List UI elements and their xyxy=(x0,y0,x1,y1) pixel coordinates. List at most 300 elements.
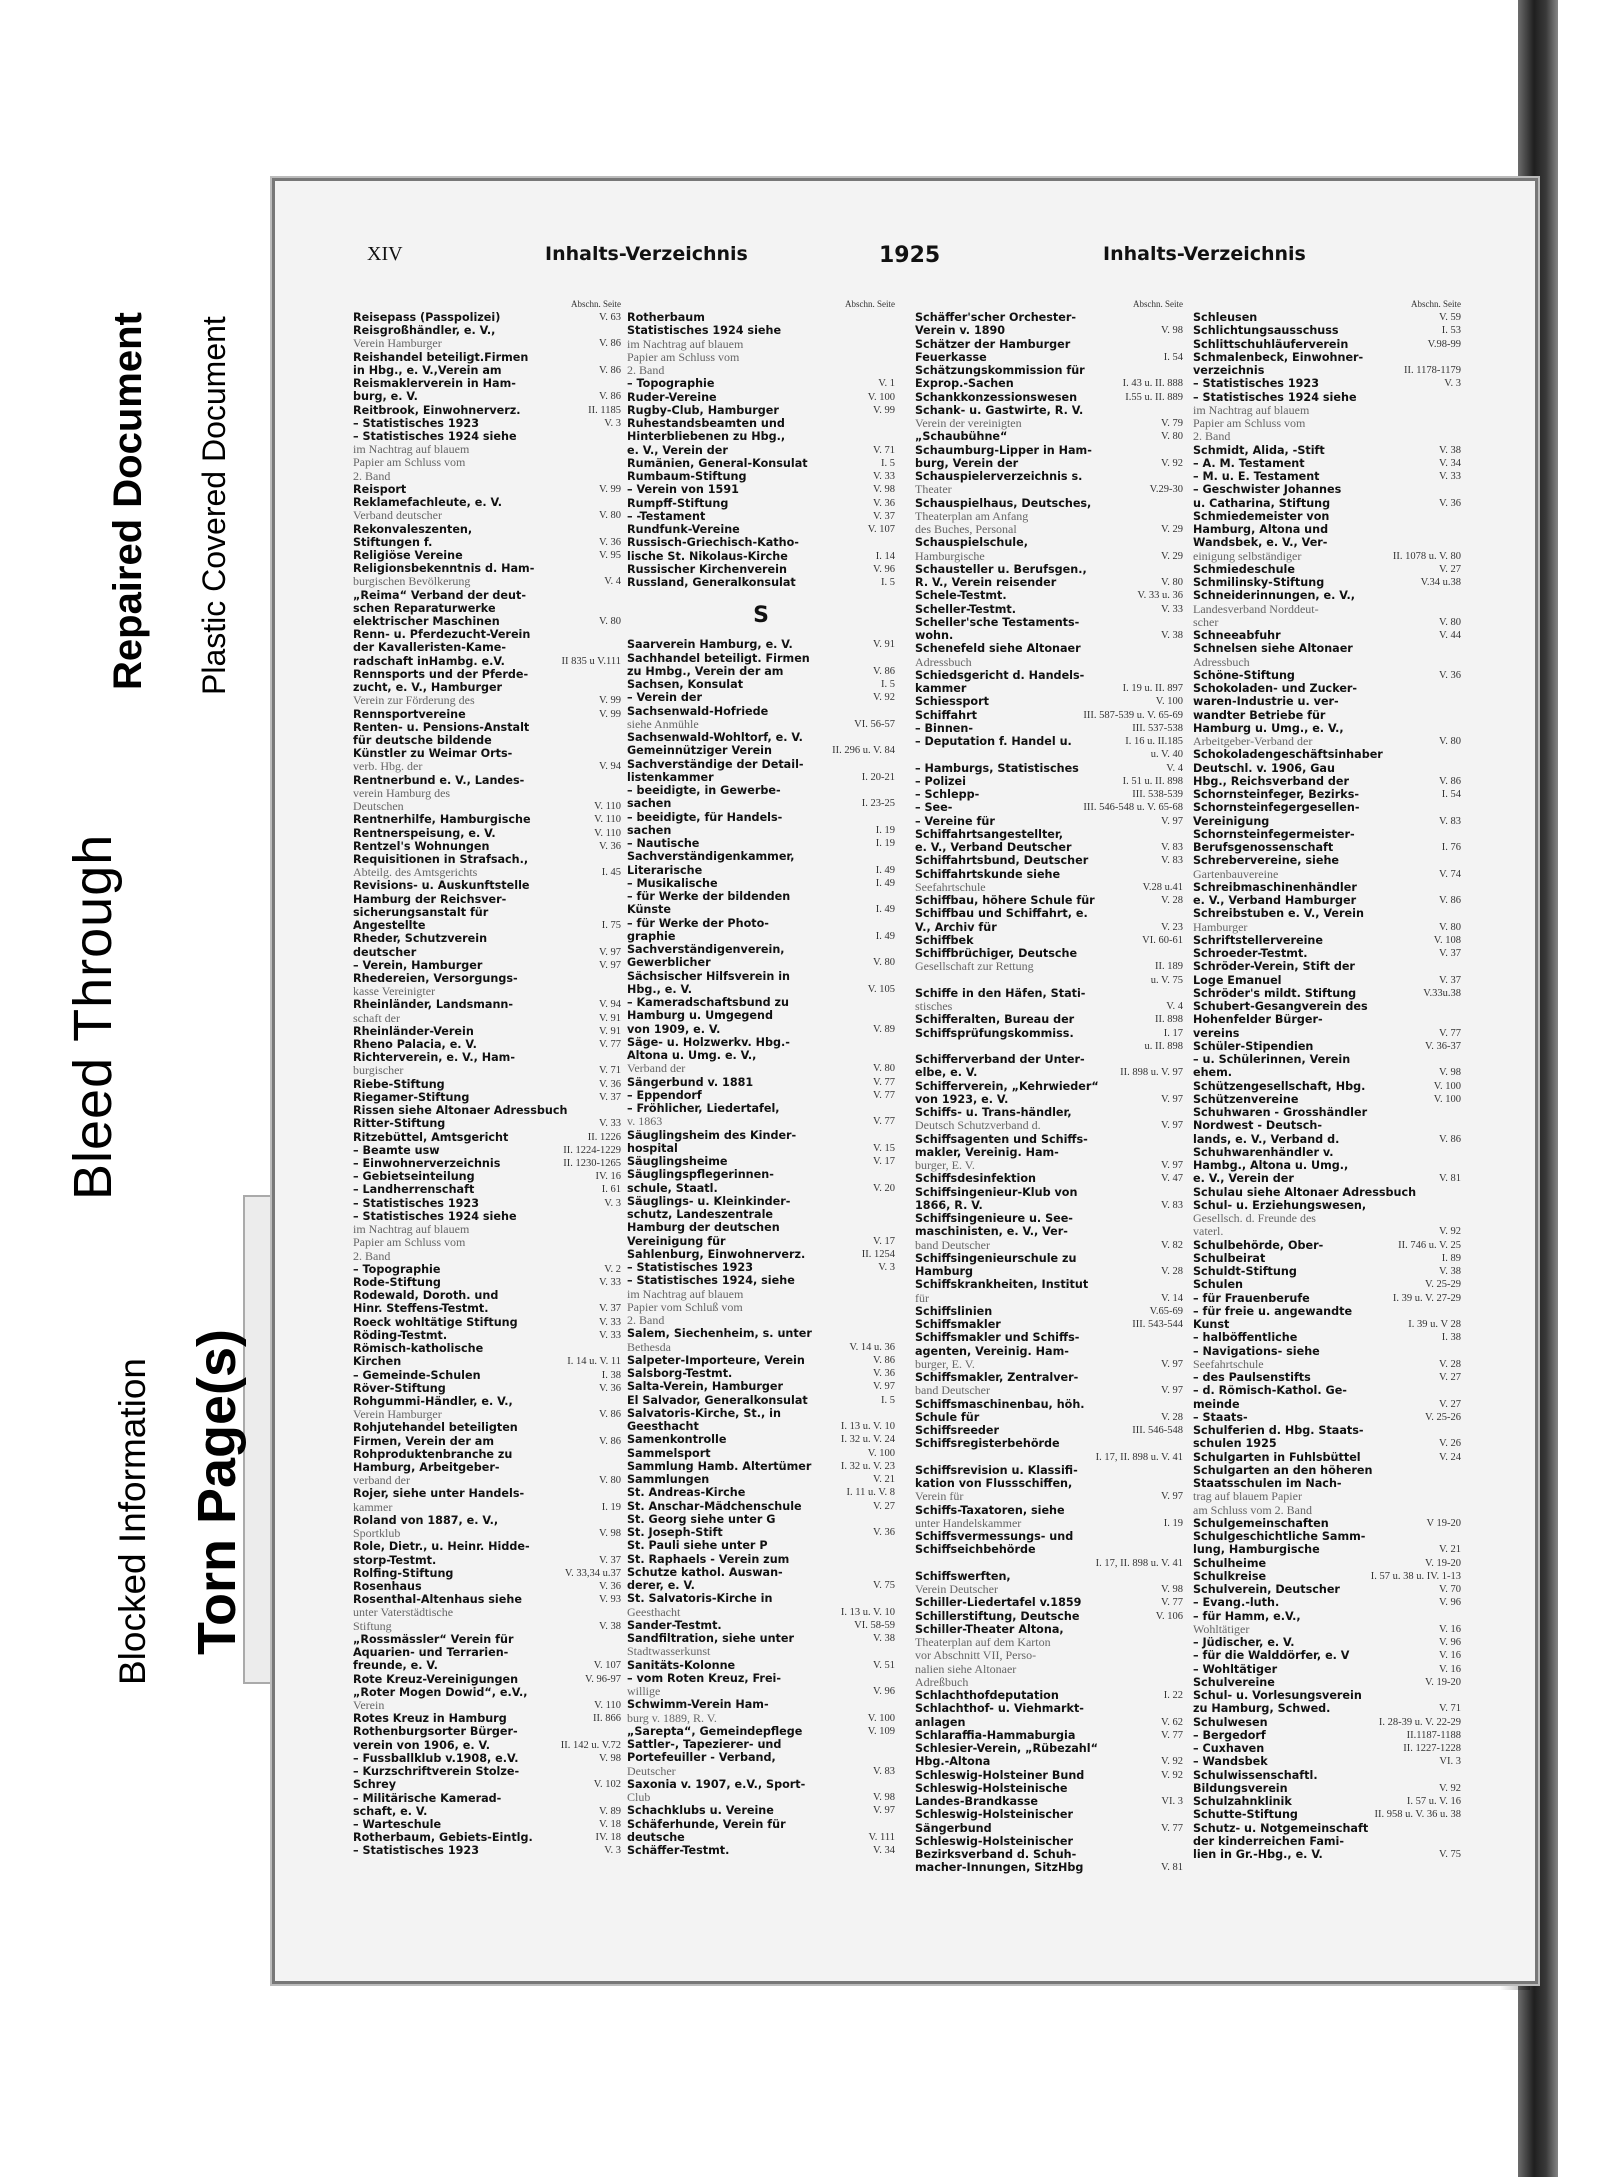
entry-reference: V. 14 u. 36 xyxy=(849,1341,895,1353)
index-entry xyxy=(1193,815,1461,828)
index-entry xyxy=(1193,1517,1461,1530)
entry-reference: V. 36 xyxy=(1439,497,1461,509)
index-entry xyxy=(915,483,1183,496)
entry-reference: V. 47 xyxy=(1161,1173,1183,1185)
entry-reference: V. 77 xyxy=(1161,1822,1183,1834)
entry-reference xyxy=(891,1102,895,1115)
index-entry xyxy=(353,641,621,654)
index-entry xyxy=(915,1543,1183,1556)
entry-reference: V. 17 xyxy=(873,1156,895,1167)
entry-reference: V. 27 xyxy=(1439,1398,1461,1410)
entry-reference: V. 91 xyxy=(873,639,895,651)
entry-reference: V. 37 xyxy=(1439,948,1461,959)
index-entry xyxy=(1193,762,1461,775)
index-entry xyxy=(353,1025,621,1038)
index-entry xyxy=(915,470,1183,483)
entry-reference: V. 80 xyxy=(599,510,621,522)
index-entry xyxy=(915,311,1183,324)
entry-reference xyxy=(1179,907,1183,920)
entry-reference xyxy=(1179,338,1183,351)
index-entry xyxy=(627,550,895,563)
entry-reference: I. 32 u. V. 24 xyxy=(840,1434,895,1446)
entry-reference xyxy=(1457,1835,1461,1848)
entry-title: Schachklubs u. Vereine xyxy=(627,1804,774,1818)
column-header: Abschn. Seite xyxy=(1133,299,1183,309)
index-entry xyxy=(915,1437,1183,1450)
entry-title: – Einwohnerverzeichnis xyxy=(353,1157,501,1170)
entry-title: Schausteller u. Berufsgen., xyxy=(915,562,1087,576)
index-entry xyxy=(1193,987,1461,1000)
index-entry xyxy=(1193,1212,1461,1225)
entry-title: Schokoladen- und Zucker- xyxy=(1193,682,1358,695)
entry-reference xyxy=(617,443,621,456)
entry-reference xyxy=(1179,1345,1183,1358)
entry-title: Samenkontrolle xyxy=(627,1433,727,1447)
index-entry xyxy=(915,868,1183,881)
entry-title: Schiffseichbehörde xyxy=(915,1543,1036,1557)
index-entry xyxy=(627,996,895,1009)
index-entry xyxy=(915,669,1183,682)
entry-reference xyxy=(1457,1159,1461,1172)
index-entry xyxy=(627,1301,895,1314)
entry-title: Salem, Siechenheim, s. unter xyxy=(627,1327,812,1341)
entry-title: Schifferverein, „Kehrwieder“ xyxy=(915,1079,1099,1093)
entry-reference: I. 28-39 u. V. 22-29 xyxy=(1378,1716,1461,1728)
entry-title: siehe Anmühle xyxy=(627,717,699,731)
entry-reference xyxy=(1457,881,1461,894)
index-entry xyxy=(353,1408,621,1421)
index-entry xyxy=(915,1345,1183,1358)
index-entry xyxy=(1193,1331,1461,1344)
entry-reference xyxy=(891,1129,895,1142)
entry-title: Sachverständigenverein, xyxy=(627,943,785,956)
entry-reference: V. 105 xyxy=(867,983,895,995)
index-entry xyxy=(353,1514,621,1527)
entry-title: Bildungsverein xyxy=(1193,1781,1288,1795)
entry-title: – Geschwister Johannes xyxy=(1193,483,1342,497)
index-entry xyxy=(353,1183,621,1196)
entry-title: Schulgeschichtliche Samm- xyxy=(1193,1530,1366,1543)
entry-title: – für die Walddörfer, e. V xyxy=(1193,1649,1350,1663)
entry-reference: V. 3 xyxy=(878,1262,895,1273)
entry-reference: V. 92 xyxy=(1161,457,1183,469)
entry-reference xyxy=(1179,1623,1183,1636)
entry-title: Theater xyxy=(915,483,952,497)
entry-title: zucht, e. V., Hamburger xyxy=(353,681,503,695)
entry-title: burgischen Bevölkerung xyxy=(353,575,471,589)
entry-reference: V. 77 xyxy=(873,1116,895,1128)
index-entry xyxy=(353,509,621,522)
entry-reference: V. 99 xyxy=(599,708,621,720)
entry-title: Schröder's mildt. Stiftung xyxy=(1193,986,1357,1000)
entry-reference: V. 80 xyxy=(1439,921,1461,933)
entry-reference: V. 100 xyxy=(1433,1093,1461,1105)
entry-title: e. V., Verband Hamburger xyxy=(1193,894,1357,907)
index-entry xyxy=(1193,563,1461,576)
index-entry xyxy=(1193,576,1461,589)
index-entry xyxy=(353,959,621,972)
entry-title: Religionsbekenntnis d. Ham- xyxy=(353,562,535,576)
entry-title: Hamburger xyxy=(1193,920,1248,934)
index-entry xyxy=(915,1596,1183,1609)
entry-reference: V. 110 xyxy=(594,1699,621,1711)
index-entry xyxy=(915,1795,1183,1808)
entry-reference: III. 546-548 xyxy=(1132,1425,1183,1436)
entry-title: Hbg.-Altona xyxy=(915,1755,991,1769)
index-entry xyxy=(627,1407,895,1420)
index-entry xyxy=(915,960,1183,973)
entry-reference xyxy=(1457,762,1461,775)
entry-reference: V. 3 xyxy=(1444,378,1461,390)
index-entry xyxy=(1193,1437,1461,1450)
entry-title: – Kurzschriftverein Stolze- xyxy=(353,1765,520,1779)
index-entry xyxy=(915,1305,1183,1318)
entry-title: 2. Band xyxy=(1193,430,1231,444)
index-entry xyxy=(627,1182,895,1195)
entry-title: stisches xyxy=(915,1000,953,1013)
entry-reference xyxy=(1457,1053,1461,1066)
entry-title: – -Testament xyxy=(627,509,706,523)
entry-title: – Statistisches 1923 xyxy=(353,1844,480,1858)
entry-reference xyxy=(617,1223,621,1236)
index-entry xyxy=(627,956,895,969)
entry-title: Richterverein, e. V., Ham- xyxy=(353,1051,515,1065)
entry-reference xyxy=(1179,642,1183,655)
index-entry xyxy=(353,655,621,668)
entry-title: Verband der xyxy=(627,1062,686,1076)
entry-reference: I. 16 u. II.185 xyxy=(1125,736,1183,747)
index-entry xyxy=(915,1040,1183,1053)
index-entry xyxy=(1193,656,1461,669)
entry-reference: V. 33 xyxy=(599,1276,621,1288)
index-entry xyxy=(627,483,895,496)
entry-reference: V. 3 xyxy=(604,1197,621,1209)
entry-reference: V. 33 xyxy=(599,1316,621,1328)
entry-title: El Salvador, Generalkonsulat xyxy=(627,1393,808,1407)
entry-title: Kunst xyxy=(1193,1318,1230,1331)
entry-title: Schleswig-Holsteiner Bund xyxy=(915,1768,1085,1782)
entry-title: Rohproduktenbranche zu xyxy=(353,1447,513,1461)
index-entry xyxy=(915,1570,1183,1583)
entry-reference xyxy=(1179,656,1183,669)
entry-reference: I. 38 xyxy=(601,1369,621,1381)
entry-reference xyxy=(1457,1464,1461,1477)
entry-reference: II. 296 u. V. 84 xyxy=(832,745,895,757)
index-entry xyxy=(1193,1451,1461,1464)
entry-reference xyxy=(617,1765,621,1778)
entry-reference xyxy=(1179,1649,1183,1662)
entry-reference: I. 13 u. V. 10 xyxy=(840,1606,895,1618)
index-entry xyxy=(915,1358,1183,1371)
index-entry xyxy=(627,497,895,510)
entry-reference xyxy=(617,562,621,575)
index-entry xyxy=(915,1066,1183,1079)
index-entry xyxy=(353,1342,621,1355)
entry-title: Wohltätiger xyxy=(1193,1622,1250,1636)
index-entry xyxy=(1193,324,1461,337)
entry-reference: I. 23-25 xyxy=(861,798,895,810)
entry-title: Schuhwarenhändler v. xyxy=(1193,1145,1334,1159)
index-entry xyxy=(1193,311,1461,324)
entry-reference: V. 83 xyxy=(1161,1199,1183,1211)
index-entry xyxy=(627,1791,895,1804)
entry-reference: I. 76 xyxy=(1441,842,1461,853)
entry-title: Club xyxy=(627,1791,651,1804)
entry-reference xyxy=(617,1448,621,1461)
index-entry xyxy=(627,1460,895,1473)
entry-reference: V. 96 xyxy=(1439,1637,1461,1648)
entry-reference: V. 20 xyxy=(873,1182,895,1194)
index-entry xyxy=(1193,1583,1461,1596)
index-entry xyxy=(915,1729,1183,1742)
entry-title: Sander-Testmt. xyxy=(627,1618,722,1632)
entry-reference: V. 75 xyxy=(873,1580,895,1591)
entry-reference: V. 29 xyxy=(1161,550,1183,562)
entry-reference: V. 91 xyxy=(599,1025,621,1037)
entry-title: Sachsen, Konsulat xyxy=(627,678,744,691)
entry-reference xyxy=(617,1686,621,1699)
entry-title: Schule für xyxy=(915,1410,980,1424)
index-entry xyxy=(1193,483,1461,496)
entry-title: Schauspielschule, xyxy=(915,536,1028,550)
entry-reference xyxy=(1457,695,1461,708)
entry-reference: I. 13 u. V. 10 xyxy=(840,1421,895,1432)
index-entry xyxy=(627,1195,895,1208)
index-entry xyxy=(627,1314,895,1327)
entry-title: Säuglingspflegerinnen- xyxy=(627,1168,774,1182)
entry-reference: V. 97 xyxy=(1161,1160,1183,1171)
index-entry xyxy=(627,1142,895,1155)
entry-reference: V. 80 xyxy=(873,1063,895,1075)
index-entry xyxy=(627,523,895,536)
entry-title: sachen xyxy=(627,823,672,837)
entry-title: Schmiedeschule xyxy=(1193,562,1295,576)
entry-title: Sandfiltration, siehe unter xyxy=(627,1632,795,1645)
index-entry xyxy=(1193,947,1461,960)
entry-title: Schiffskrankheiten, Institut xyxy=(915,1278,1089,1292)
entry-title: Säuglingsheim des Kinder- xyxy=(627,1128,797,1142)
entry-reference: V. 97 xyxy=(873,1381,895,1393)
index-entry xyxy=(1193,1623,1461,1636)
index-entry xyxy=(915,828,1183,841)
entry-reference: II. 142 u. V.72 xyxy=(560,1739,621,1751)
index-entry xyxy=(627,1606,895,1619)
entry-title: kammer xyxy=(353,1500,393,1514)
index-entry xyxy=(627,811,895,824)
entry-title: – M. u. E. Testament xyxy=(1193,470,1320,483)
index-entry xyxy=(353,1805,621,1818)
entry-reference xyxy=(1457,907,1461,920)
index-entry xyxy=(627,404,895,417)
index-entry xyxy=(353,1554,621,1567)
index-entry xyxy=(1193,1133,1461,1146)
entry-title: Requisitionen in Strafsach., xyxy=(353,852,529,866)
index-entry xyxy=(1193,377,1461,390)
entry-reference: I. 5 xyxy=(881,577,895,588)
entry-reference: V. 82 xyxy=(1161,1239,1183,1251)
entry-title: Schubert-Gesangverein des xyxy=(1193,1000,1368,1013)
index-entry xyxy=(353,1792,621,1805)
entry-title: Schlaraffia-Hammaburgia xyxy=(915,1728,1076,1742)
entry-title: – für Frauenberufe xyxy=(1193,1291,1310,1305)
entry-reference xyxy=(617,774,621,787)
index-entry xyxy=(915,351,1183,364)
entry-reference xyxy=(891,1513,895,1526)
torn-pages-label: Torn Page(s) xyxy=(187,1328,247,1655)
index-entry xyxy=(1193,881,1461,894)
entry-title: lien in Gr.-Hbg., e. V. xyxy=(1193,1848,1323,1861)
index-entry xyxy=(915,1464,1183,1477)
entry-title: Schutte-Stiftung xyxy=(1193,1808,1298,1822)
index-entry xyxy=(627,797,895,810)
entry-title: – vom Roten Kreuz, Frei- xyxy=(627,1671,782,1685)
entry-title: Schrey xyxy=(353,1778,397,1792)
entry-reference: V. 27 xyxy=(1439,563,1461,575)
index-entry xyxy=(627,391,895,404)
entry-title: Sattler-, Tapezierer- und xyxy=(627,1738,782,1751)
entry-reference: V. 36 xyxy=(873,1527,895,1538)
entry-title: Sammelsport xyxy=(627,1446,711,1460)
entry-title: Schulbehörde, Ober- xyxy=(1193,1238,1324,1252)
index-entry xyxy=(915,1411,1183,1424)
index-entry xyxy=(1193,695,1461,708)
entry-title: Schiffsmakler xyxy=(915,1318,1001,1331)
entry-title: burg, Verein der xyxy=(915,456,1019,470)
index-entry xyxy=(353,1752,621,1765)
index-entry xyxy=(627,1009,895,1022)
entry-title: – Bergedorf xyxy=(1193,1728,1266,1742)
entry-title: – Fussballklub v.1908, e.V. xyxy=(353,1751,519,1765)
index-entry xyxy=(915,1239,1183,1252)
index-entry xyxy=(353,1236,621,1249)
entry-title: Schutze kathol. Auswan- xyxy=(627,1565,783,1579)
index-entry xyxy=(1193,1384,1461,1397)
index-entry xyxy=(627,1698,895,1711)
index-entry xyxy=(1193,1053,1461,1066)
column-header: Abschn. Seite xyxy=(571,299,621,309)
index-entry xyxy=(915,1186,1183,1199)
index-entry xyxy=(1193,1040,1461,1053)
index-entry xyxy=(627,430,895,443)
entry-reference: V. 92 xyxy=(1439,1782,1461,1794)
entry-title: Russischer Kirchenverein xyxy=(627,562,787,576)
entry-title: – Staats- xyxy=(1193,1410,1248,1424)
entry-reference: V. 18 xyxy=(599,1818,621,1830)
index-entry xyxy=(915,1848,1183,1861)
index-entry xyxy=(627,1076,895,1089)
index-entry xyxy=(353,694,621,707)
entry-reference: V. 36 xyxy=(599,536,621,548)
entry-reference xyxy=(1457,1199,1461,1212)
entry-reference xyxy=(891,1288,895,1301)
entry-title: wohn. xyxy=(915,629,954,642)
entry-title: Rekonvaleszenten, xyxy=(353,522,473,536)
entry-reference xyxy=(1457,483,1461,496)
index-entry xyxy=(353,1382,621,1395)
entry-reference: V. 86 xyxy=(873,665,895,677)
index-entry xyxy=(1193,1716,1461,1729)
entry-title: Schauspielerverzeichnis s. xyxy=(915,470,1083,483)
entry-title: Rumänien, General-Konsulat xyxy=(627,456,808,470)
entry-title: Schiller-Theater Altona, xyxy=(915,1622,1064,1636)
index-entry xyxy=(1193,1265,1461,1278)
index-entry xyxy=(627,744,895,757)
entry-reference: V.34 u.38 xyxy=(1420,577,1461,588)
entry-reference: I. 49 xyxy=(875,877,895,889)
entry-title: Künstler zu Weimar Orts- xyxy=(353,747,513,761)
entry-reference xyxy=(617,1514,621,1527)
entry-title: Religiöse Vereine xyxy=(353,548,463,562)
entry-title: St. Anschar-Mädchenschule xyxy=(627,1499,802,1513)
entry-title: Vereinigung für xyxy=(627,1234,726,1248)
index-entry xyxy=(627,1672,895,1685)
entry-reference: V. 21 xyxy=(873,1474,895,1485)
entry-reference xyxy=(617,602,621,615)
entry-reference xyxy=(891,1274,895,1287)
entry-reference xyxy=(1457,722,1461,735)
entry-title: Hamburg xyxy=(915,1265,974,1278)
index-entry xyxy=(353,1448,621,1461)
entry-title: Papier vom Schluß vom xyxy=(627,1300,743,1314)
entry-title: Sängerbund xyxy=(915,1821,992,1835)
entry-title: Riegamer-Stiftung xyxy=(353,1090,470,1104)
entry-title: verband der xyxy=(353,1474,410,1488)
entry-reference: V. 98 xyxy=(599,1528,621,1540)
index-entry xyxy=(915,1119,1183,1132)
entry-title: Reisepass (Passpolizei) xyxy=(353,311,501,324)
index-entry xyxy=(353,840,621,853)
entry-title: Adreßbuch xyxy=(915,1675,969,1689)
entry-reference xyxy=(891,1698,895,1711)
entry-title: Schnelsen siehe Altonaer xyxy=(1193,642,1353,656)
entry-title: – Navigations- siehe xyxy=(1193,1344,1320,1358)
entry-title: Revisions- u. Auskunftstelle xyxy=(353,879,530,893)
entry-reference: V. 80 xyxy=(873,957,895,969)
entry-title: – See- xyxy=(915,801,953,815)
entry-title: Schokoladengeschäftsinhaber xyxy=(1193,748,1383,762)
index-entry xyxy=(1193,642,1461,655)
index-entry xyxy=(353,1223,621,1236)
index-entry xyxy=(627,1778,895,1791)
entry-reference: I.55 u. II. 889 xyxy=(1125,391,1183,403)
entry-title: Schulverein, Deutscher xyxy=(1193,1583,1340,1596)
index-entry xyxy=(627,1036,895,1049)
entry-title: Literarische xyxy=(627,863,703,877)
entry-title: Sachverständigenkammer, xyxy=(627,850,795,864)
entry-title: Rentnerspeisung, e. V. xyxy=(353,826,496,840)
entry-title: – Topographie xyxy=(353,1262,441,1276)
entry-reference: IV. 16 xyxy=(595,1171,621,1183)
entry-reference xyxy=(1179,1106,1183,1119)
index-entry xyxy=(353,1395,621,1408)
entry-title: Schiffahrt xyxy=(915,708,977,722)
index-entry xyxy=(353,1144,621,1157)
entry-reference xyxy=(617,351,621,364)
index-entry xyxy=(915,881,1183,894)
index-entry xyxy=(627,1274,895,1287)
entry-title: Role, Dietr., u. Heinr. Hidde- xyxy=(353,1540,530,1554)
entry-reference: V. 97 xyxy=(1161,1385,1183,1397)
entry-title: Schiffs- u. Trans-händler, xyxy=(915,1106,1072,1119)
entry-title: Schiffsagenten und Schiffs- xyxy=(915,1132,1088,1146)
entry-reference xyxy=(891,1208,895,1221)
index-entry xyxy=(915,1318,1183,1331)
index-entry xyxy=(627,1447,895,1460)
entry-title: lands, e. V., Verband d. xyxy=(1193,1132,1340,1146)
entry-reference: V. 77 xyxy=(1439,1027,1461,1039)
section-letter: S xyxy=(753,603,769,629)
index-entry xyxy=(353,1250,621,1263)
